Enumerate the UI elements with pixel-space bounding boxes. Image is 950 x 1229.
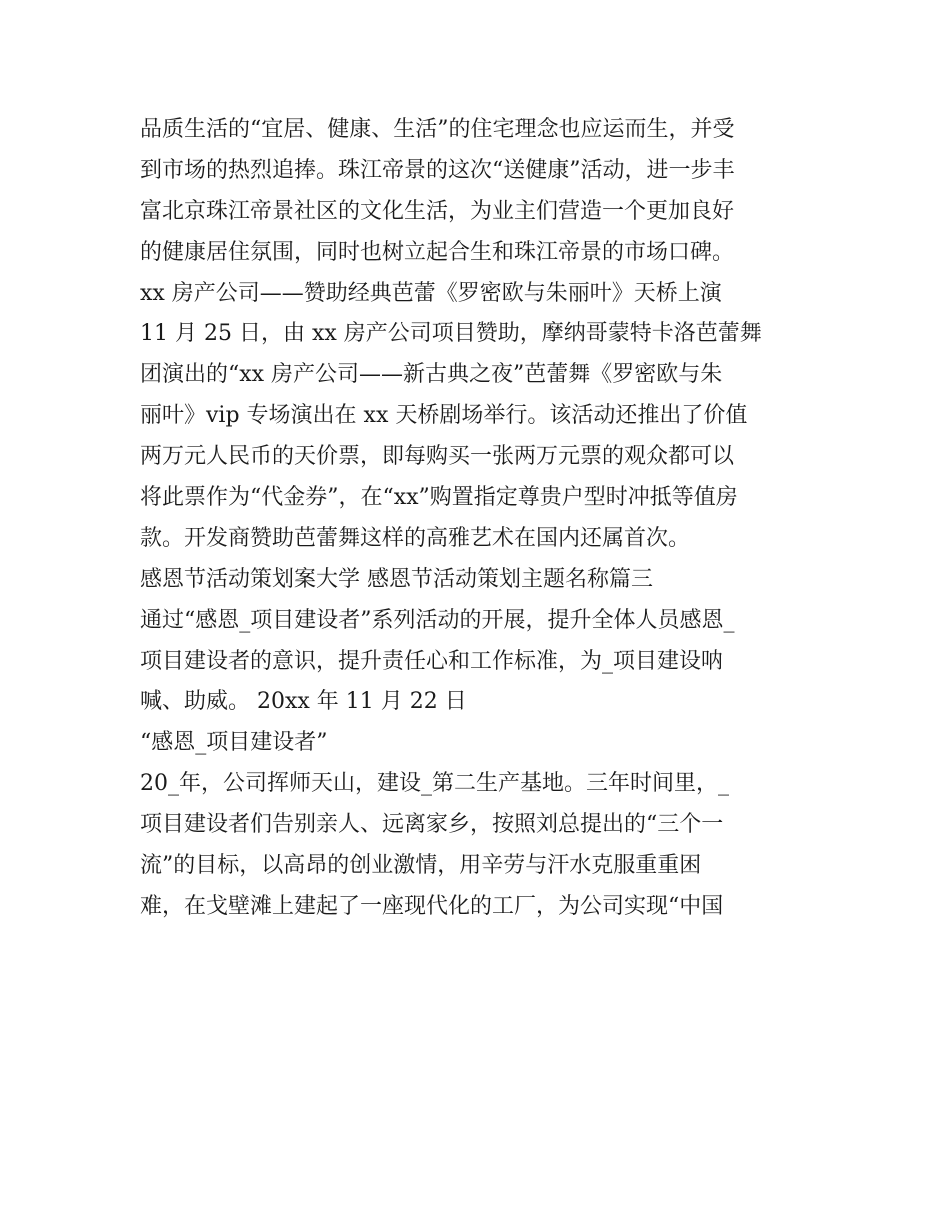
- section-heading: “感恩_项目建设者”: [140, 730, 328, 756]
- text-line: 喊、助威。 20xx 年 11 月 22 日: [140, 689, 467, 715]
- text-line: 项目建设者的意识，提升责任心和工作标准，为_项目建设呐: [140, 648, 724, 674]
- text-line: 项目建设者们告别亲人、远离家乡，按照刘总提出的“三个一: [140, 812, 724, 838]
- text-line: 团演出的“xx 房产公司——新古典之夜”芭蕾舞《罗密欧与朱: [140, 362, 723, 388]
- text-line: 两万元人民币的天价票，即每购买一张两万元票的观众都可以: [140, 444, 735, 470]
- text-line: 难，在戈壁滩上建起了一座现代化的工厂，为公司实现“中国: [140, 893, 724, 919]
- text-line: 通过“感恩_项目建设者”系列活动的开展，提升全体人员感恩_: [140, 607, 735, 633]
- text-line: 品质生活的“宜居、健康、生活”的住宅理念也应运而生，并受: [140, 117, 735, 142]
- section-heading: xx 房产公司——赞助经典芭蕾《罗密欧与朱丽叶》天桥上演: [140, 280, 722, 306]
- document-body: [140, 110, 830, 928]
- section-heading: 感恩节活动策划案大学 感恩节活动策划主题名称篇三: [140, 566, 653, 592]
- text-line: 将此票作为“代金券”，在“xx”购置指定尊贵户型时冲抵等值房: [140, 485, 738, 511]
- text-line: 富北京珠江帝景社区的文化生活，为业主们营造一个更加良好: [140, 198, 735, 224]
- text-line: 丽叶》vip 专场演出在 xx 天桥剧场举行。该活动还推出了价值: [140, 403, 748, 429]
- text-line: 20_年，公司挥师天山，建设_第二生产基地。三年时间里，_: [140, 771, 729, 797]
- text-line: 的健康居住氛围，同时也树立起合生和珠江帝景的市场口碑。: [140, 239, 735, 265]
- text-line: 11 月 25 日，由 xx 房产公司项目赞助，摩纳哥蒙特卡洛芭蕾舞: [140, 321, 762, 347]
- text-line: 款。开发商赞助芭蕾舞这样的高雅艺术在国内还属首次。: [140, 525, 691, 551]
- text-line: 流”的目标，以高昂的创业激情，用辛劳与汗水克服重重困: [140, 853, 702, 879]
- text-line: 到市场的热烈追捧。珠江帝景的这次“送健康”活动，进一步丰: [140, 157, 735, 183]
